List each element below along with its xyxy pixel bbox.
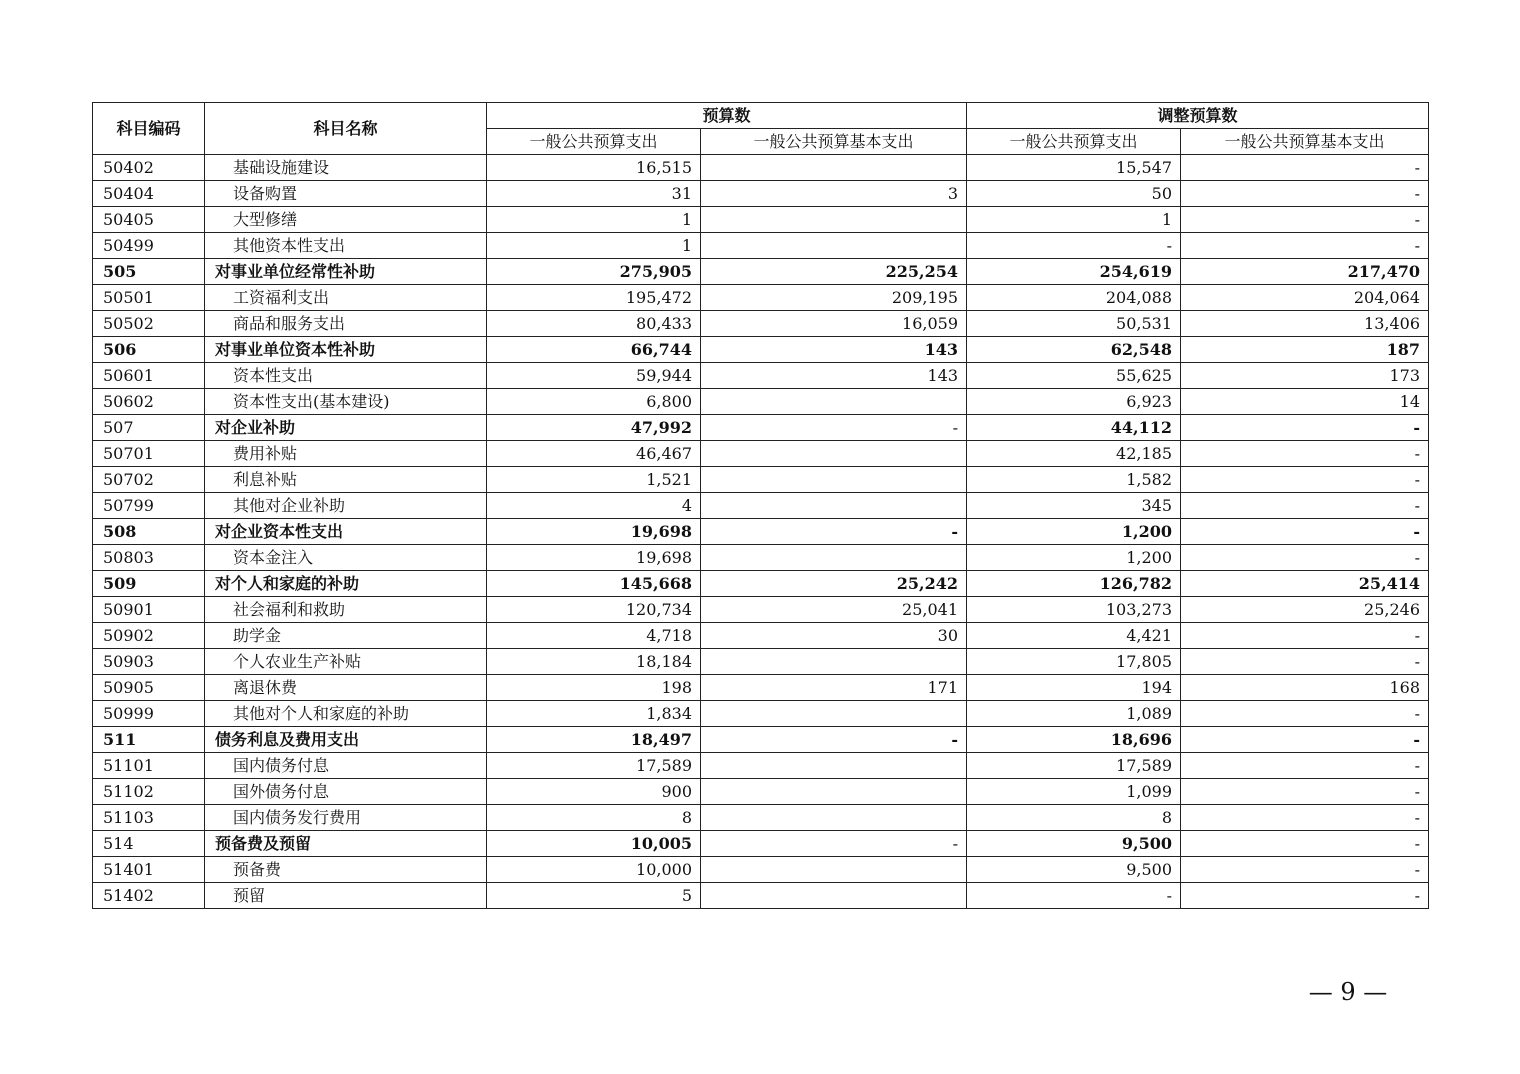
cell-adjusted-basic: -: [1181, 649, 1429, 675]
cell-budget-basic: [701, 649, 967, 675]
cell-adjusted-general: 8: [967, 805, 1181, 831]
cell-code: 50405: [93, 207, 205, 233]
cell-adjusted-basic: -: [1181, 545, 1429, 571]
cell-budget-basic: -: [701, 519, 967, 545]
cell-budget-basic: -: [701, 727, 967, 753]
cell-adjusted-basic: 13,406: [1181, 311, 1429, 337]
cell-budget-general: 10,005: [487, 831, 701, 857]
cell-budget-general: 1,834: [487, 701, 701, 727]
cell-adjusted-basic: -: [1181, 727, 1429, 753]
cell-adjusted-general: 126,782: [967, 571, 1181, 597]
cell-budget-basic: [701, 701, 967, 727]
cell-adjusted-basic: -: [1181, 493, 1429, 519]
table-row: [93, 857, 1429, 883]
cell-budget-basic: 209,195: [701, 285, 967, 311]
cell-budget-basic: 16,059: [701, 311, 967, 337]
cell-adjusted-basic: -: [1181, 701, 1429, 727]
cell-budget-basic: 25,242: [701, 571, 967, 597]
cell-budget-basic: [701, 441, 967, 467]
table-row: [93, 701, 1429, 727]
table-row: [93, 545, 1429, 571]
cell-budget-general: 66,744: [487, 337, 701, 363]
cell-name: 对企业资本性支出: [205, 519, 487, 545]
cell-code: 508: [93, 519, 205, 545]
cell-name: 个人农业生产补贴: [205, 649, 487, 675]
cell-adjusted-basic: -: [1181, 415, 1429, 441]
cell-name: 预备费及预留: [205, 831, 487, 857]
cell-adjusted-basic: 25,414: [1181, 571, 1429, 597]
cell-adjusted-basic: -: [1181, 467, 1429, 493]
header-budget-basic: 一般公共预算基本支出: [701, 129, 967, 155]
cell-name: 利息补贴: [205, 467, 487, 493]
cell-budget-basic: [701, 207, 967, 233]
cell-adjusted-basic: -: [1181, 207, 1429, 233]
cell-adjusted-general: 17,589: [967, 753, 1181, 779]
cell-name: 对事业单位经常性补助: [205, 259, 487, 285]
header-name: 科目名称: [205, 103, 487, 155]
header-code: 科目编码: [93, 103, 205, 155]
cell-budget-basic: [701, 233, 967, 259]
cell-adjusted-basic: -: [1181, 883, 1429, 909]
cell-adjusted-general: -: [967, 883, 1181, 909]
cell-adjusted-general: 42,185: [967, 441, 1181, 467]
cell-budget-general: 31: [487, 181, 701, 207]
cell-adjusted-basic: -: [1181, 519, 1429, 545]
table-row: [93, 207, 1429, 233]
cell-adjusted-general: 103,273: [967, 597, 1181, 623]
cell-budget-basic: -: [701, 831, 967, 857]
cell-code: 50404: [93, 181, 205, 207]
table-row: [93, 389, 1429, 415]
cell-adjusted-general: 1: [967, 207, 1181, 233]
cell-code: 50901: [93, 597, 205, 623]
cell-code: 51102: [93, 779, 205, 805]
cell-code: 506: [93, 337, 205, 363]
cell-adjusted-basic: -: [1181, 857, 1429, 883]
cell-budget-basic: [701, 467, 967, 493]
cell-budget-basic: 25,041: [701, 597, 967, 623]
cell-budget-general: 19,698: [487, 545, 701, 571]
table-row: [93, 597, 1429, 623]
cell-budget-general: 18,184: [487, 649, 701, 675]
table-row: [93, 285, 1429, 311]
cell-budget-basic: [701, 805, 967, 831]
cell-code: 51402: [93, 883, 205, 909]
cell-name: 设备购置: [205, 181, 487, 207]
table-row: [93, 623, 1429, 649]
cell-budget-general: 4,718: [487, 623, 701, 649]
cell-budget-general: 1: [487, 233, 701, 259]
cell-budget-general: 80,433: [487, 311, 701, 337]
cell-adjusted-general: 50: [967, 181, 1181, 207]
cell-code: 511: [93, 727, 205, 753]
cell-budget-general: 195,472: [487, 285, 701, 311]
cell-adjusted-basic: -: [1181, 831, 1429, 857]
table-row: [93, 337, 1429, 363]
cell-code: 50902: [93, 623, 205, 649]
cell-budget-basic: [701, 857, 967, 883]
cell-budget-general: 46,467: [487, 441, 701, 467]
cell-name: 国外债务付息: [205, 779, 487, 805]
cell-code: 514: [93, 831, 205, 857]
cell-adjusted-basic: -: [1181, 233, 1429, 259]
cell-budget-general: 145,668: [487, 571, 701, 597]
table-row: [93, 467, 1429, 493]
cell-adjusted-general: 6,923: [967, 389, 1181, 415]
cell-budget-basic: [701, 545, 967, 571]
cell-code: 509: [93, 571, 205, 597]
cell-code: 51401: [93, 857, 205, 883]
cell-budget-general: 10,000: [487, 857, 701, 883]
cell-budget-general: 47,992: [487, 415, 701, 441]
page-number: — 9 —: [1308, 978, 1388, 1006]
table-row: [93, 883, 1429, 909]
cell-adjusted-general: 50,531: [967, 311, 1181, 337]
cell-name: 对事业单位资本性补助: [205, 337, 487, 363]
cell-name: 基础设施建设: [205, 155, 487, 181]
header-adjusted-basic: 一般公共预算基本支出: [1181, 129, 1429, 155]
table-header: [93, 103, 1429, 155]
table-row: [93, 571, 1429, 597]
cell-code: 50701: [93, 441, 205, 467]
table-row: [93, 415, 1429, 441]
cell-adjusted-basic: -: [1181, 441, 1429, 467]
cell-code: 50601: [93, 363, 205, 389]
cell-budget-basic: 225,254: [701, 259, 967, 285]
cell-code: 50799: [93, 493, 205, 519]
cell-adjusted-general: 15,547: [967, 155, 1181, 181]
cell-adjusted-general: 44,112: [967, 415, 1181, 441]
cell-budget-general: 1: [487, 207, 701, 233]
table-row: [93, 675, 1429, 701]
cell-name: 资本性支出: [205, 363, 487, 389]
cell-adjusted-general: -: [967, 233, 1181, 259]
cell-code: 50502: [93, 311, 205, 337]
cell-adjusted-basic: 187: [1181, 337, 1429, 363]
cell-budget-general: 6,800: [487, 389, 701, 415]
cell-adjusted-basic: 25,246: [1181, 597, 1429, 623]
cell-budget-basic: [701, 779, 967, 805]
table-row: [93, 805, 1429, 831]
cell-budget-general: 275,905: [487, 259, 701, 285]
table-row: [93, 233, 1429, 259]
header-budget-general: 一般公共预算支出: [487, 129, 701, 155]
cell-name: 商品和服务支出: [205, 311, 487, 337]
cell-budget-basic: 3: [701, 181, 967, 207]
cell-name: 资本性支出(基本建设): [205, 389, 487, 415]
table-row: [93, 519, 1429, 545]
cell-adjusted-basic: -: [1181, 623, 1429, 649]
cell-budget-basic: 143: [701, 363, 967, 389]
cell-budget-general: 1,521: [487, 467, 701, 493]
cell-adjusted-basic: 204,064: [1181, 285, 1429, 311]
cell-budget-general: 17,589: [487, 753, 701, 779]
cell-code: 507: [93, 415, 205, 441]
cell-code: 50402: [93, 155, 205, 181]
table-row: [93, 727, 1429, 753]
cell-name: 其他资本性支出: [205, 233, 487, 259]
cell-code: 51101: [93, 753, 205, 779]
cell-adjusted-basic: -: [1181, 155, 1429, 181]
cell-adjusted-general: 254,619: [967, 259, 1181, 285]
cell-name: 国内债务付息: [205, 753, 487, 779]
cell-adjusted-general: 194: [967, 675, 1181, 701]
cell-budget-general: 4: [487, 493, 701, 519]
cell-budget-general: 19,698: [487, 519, 701, 545]
header-adjusted-budget: 调整预算数: [967, 103, 1429, 129]
cell-adjusted-general: 17,805: [967, 649, 1181, 675]
cell-adjusted-general: 1,200: [967, 519, 1181, 545]
cell-adjusted-general: 345: [967, 493, 1181, 519]
cell-budget-basic: [701, 493, 967, 519]
cell-name: 费用补贴: [205, 441, 487, 467]
cell-budget-basic: [701, 389, 967, 415]
table-row: [93, 259, 1429, 285]
cell-adjusted-basic: -: [1181, 805, 1429, 831]
table-row: [93, 831, 1429, 857]
cell-budget-general: 16,515: [487, 155, 701, 181]
cell-name: 助学金: [205, 623, 487, 649]
table-row: [93, 363, 1429, 389]
cell-adjusted-general: 18,696: [967, 727, 1181, 753]
cell-code: 50702: [93, 467, 205, 493]
cell-budget-general: 900: [487, 779, 701, 805]
cell-adjusted-general: 9,500: [967, 857, 1181, 883]
cell-budget-general: 5: [487, 883, 701, 909]
cell-adjusted-general: 55,625: [967, 363, 1181, 389]
table-row: [93, 753, 1429, 779]
cell-code: 51103: [93, 805, 205, 831]
cell-budget-general: 198: [487, 675, 701, 701]
cell-code: 50903: [93, 649, 205, 675]
table-row: [93, 493, 1429, 519]
table-row: [93, 649, 1429, 675]
cell-adjusted-general: 4,421: [967, 623, 1181, 649]
table-body: [93, 155, 1429, 909]
cell-adjusted-general: 204,088: [967, 285, 1181, 311]
cell-adjusted-basic: -: [1181, 753, 1429, 779]
cell-name: 社会福利和救助: [205, 597, 487, 623]
cell-adjusted-basic: 217,470: [1181, 259, 1429, 285]
cell-adjusted-general: 1,200: [967, 545, 1181, 571]
cell-adjusted-general: 62,548: [967, 337, 1181, 363]
cell-name: 资本金注入: [205, 545, 487, 571]
cell-budget-basic: 143: [701, 337, 967, 363]
cell-adjusted-basic: -: [1181, 779, 1429, 805]
cell-code: 50602: [93, 389, 205, 415]
cell-code: 50999: [93, 701, 205, 727]
cell-name: 其他对企业补助: [205, 493, 487, 519]
cell-adjusted-basic: 173: [1181, 363, 1429, 389]
table-row: [93, 441, 1429, 467]
cell-code: 50499: [93, 233, 205, 259]
table-row: [93, 155, 1429, 181]
budget-table: [92, 102, 1429, 909]
cell-code: 50905: [93, 675, 205, 701]
cell-adjusted-basic: -: [1181, 181, 1429, 207]
header-adjusted-general: 一般公共预算支出: [967, 129, 1181, 155]
cell-budget-basic: [701, 155, 967, 181]
cell-budget-general: 18,497: [487, 727, 701, 753]
cell-name: 离退休费: [205, 675, 487, 701]
cell-adjusted-general: 1,099: [967, 779, 1181, 805]
cell-name: 工资福利支出: [205, 285, 487, 311]
table-row: [93, 779, 1429, 805]
cell-budget-general: 59,944: [487, 363, 701, 389]
cell-name: 其他对个人和家庭的补助: [205, 701, 487, 727]
cell-name: 预备费: [205, 857, 487, 883]
cell-budget-basic: 30: [701, 623, 967, 649]
cell-budget-general: 8: [487, 805, 701, 831]
cell-name: 对个人和家庭的补助: [205, 571, 487, 597]
cell-adjusted-basic: 168: [1181, 675, 1429, 701]
cell-adjusted-general: 1,089: [967, 701, 1181, 727]
cell-adjusted-general: 1,582: [967, 467, 1181, 493]
cell-budget-basic: -: [701, 415, 967, 441]
budget-table-container: [92, 102, 1428, 909]
cell-name: 债务利息及费用支出: [205, 727, 487, 753]
cell-code: 50803: [93, 545, 205, 571]
cell-name: 预留: [205, 883, 487, 909]
cell-budget-basic: [701, 883, 967, 909]
cell-adjusted-basic: 14: [1181, 389, 1429, 415]
header-budget: 预算数: [487, 103, 967, 129]
cell-budget-basic: 171: [701, 675, 967, 701]
cell-name: 大型修缮: [205, 207, 487, 233]
cell-name: 对企业补助: [205, 415, 487, 441]
cell-code: 505: [93, 259, 205, 285]
cell-adjusted-general: 9,500: [967, 831, 1181, 857]
cell-budget-basic: [701, 753, 967, 779]
table-row: [93, 181, 1429, 207]
cell-budget-general: 120,734: [487, 597, 701, 623]
cell-name: 国内债务发行费用: [205, 805, 487, 831]
cell-code: 50501: [93, 285, 205, 311]
table-row: [93, 311, 1429, 337]
